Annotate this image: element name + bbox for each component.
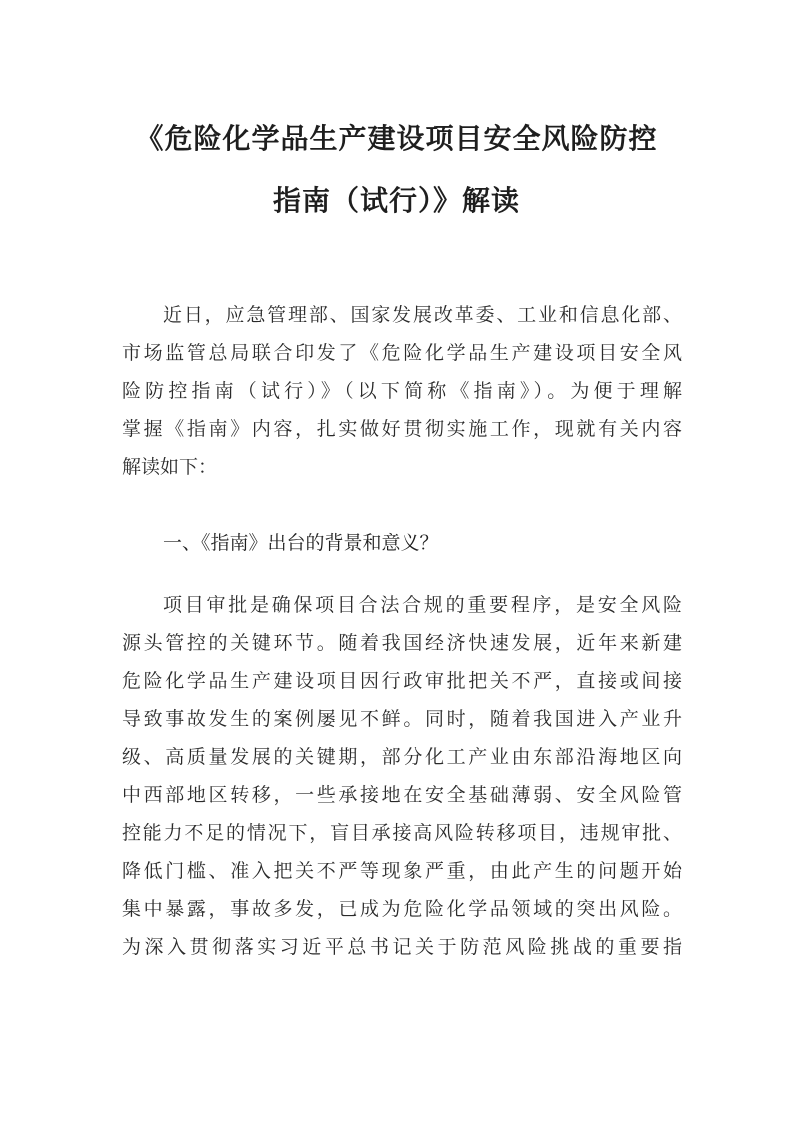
body-paragraph-line: 降低门槛、准入把关不严等现象严重，由此产生的问题开始 (122, 860, 682, 882)
body-paragraph-line: 集中暴露，事故多发，已成为危险化学品领域的突出风险。 (122, 898, 682, 920)
body-paragraph-line: 控能力不足的情况下，盲目承接高风险转移项目，违规审批、 (122, 822, 682, 844)
body-paragraph-line: 项目审批是确保项目合法合规的重要程序，是安全风险 (163, 594, 682, 616)
body-paragraph-line: 中西部地区转移，一些承接地在安全基础薄弱、安全风险管 (122, 784, 682, 806)
body-paragraph-line: 为深入贯彻落实习近平总书记关于防范风险挑战的重要指 (122, 936, 682, 958)
document-title-line-1: 《危险化学品生产建设项目安全风险防控 (135, 122, 658, 155)
section-heading: 一、《指南》出台的背景和意义？ (163, 532, 439, 554)
body-paragraph-line: 源头管控的关键环节。随着我国经济快速发展，近年来新建 (122, 632, 682, 654)
intro-paragraph-line: 市场监管总局联合印发了《危险化学品生产建设项目安全风 (122, 342, 682, 364)
intro-paragraph-line: 近日，应急管理部、国家发展改革委、工业和信息化部、 (163, 304, 682, 326)
intro-paragraph-line: 解读如下： (122, 456, 218, 478)
body-paragraph-line: 级、高质量发展的关键期，部分化工产业由东部沿海地区向 (122, 746, 682, 768)
intro-paragraph-line: 掌握《指南》内容，扎实做好贯彻实施工作，现就有关内容 (122, 418, 682, 440)
intro-paragraph-line: 险防控指南（试行）》（以下简称《指南》）。为便于理解 (122, 380, 682, 402)
body-paragraph-line: 导致事故发生的案例屡见不鲜。同时，随着我国进入产业升 (122, 708, 682, 730)
body-paragraph-line: 危险化学品生产建设项目因行政审批把关不严，直接或间接 (122, 670, 682, 692)
document-title-line-2: 指南（试行）》解读 (272, 184, 520, 217)
